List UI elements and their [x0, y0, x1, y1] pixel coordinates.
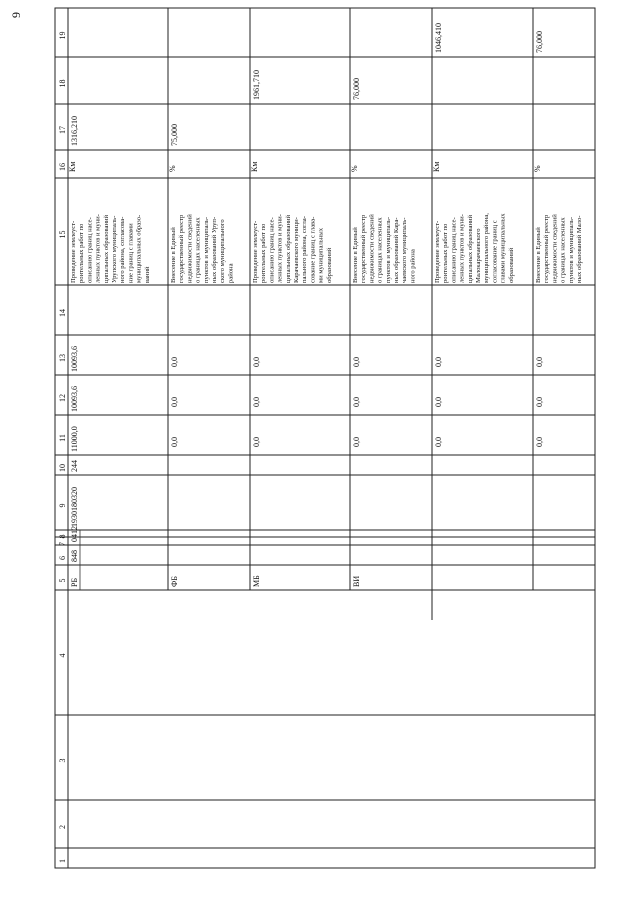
- column-number: 2: [58, 825, 67, 829]
- column-number: 18: [58, 79, 67, 88]
- column-number: 17: [58, 126, 67, 134]
- indicator-line: сование границ с глава-: [309, 216, 317, 283]
- value-cell: 0,0: [535, 437, 544, 447]
- page-number: 9: [9, 12, 23, 18]
- indicator-line: района: [227, 263, 235, 283]
- unit-cell: Км: [250, 161, 259, 172]
- value-cell: 0,0: [252, 357, 261, 367]
- indicator-line: о границах населенных: [376, 217, 384, 283]
- indicator-line: Проведение землеуст-: [252, 220, 259, 283]
- value-cell: 0,0: [434, 397, 443, 407]
- source-cell: МБ: [252, 575, 261, 587]
- sum-2-cell: 10093,6: [70, 386, 79, 412]
- indicator-line: описанию границ насе-: [268, 217, 276, 283]
- value-cell: 0,0: [352, 357, 361, 367]
- indicator-line: ципальных образований: [102, 214, 110, 283]
- column-number: 6: [58, 556, 67, 560]
- indicator-line: Проведение землеуст-: [434, 220, 441, 283]
- indicator-line: Внесение в Единый: [352, 227, 359, 283]
- unit-cell: %: [533, 165, 542, 172]
- unit-cell: Км: [432, 161, 441, 172]
- column-number: 10: [58, 464, 67, 472]
- indicator-line: ми муниципальных: [317, 227, 325, 283]
- unit-cell: Км: [68, 161, 77, 172]
- indicator-line: ных образований Уруп-: [211, 216, 218, 283]
- indicator-line: роительных работ по: [260, 223, 268, 283]
- column-number: 15: [58, 230, 67, 239]
- indicator-line: Внесение в Единый: [535, 227, 542, 283]
- indicator-line: ленных пунктов и муни-: [276, 214, 284, 283]
- value-cell: 0,0: [170, 357, 179, 367]
- value-cell: 1961,710: [252, 70, 261, 100]
- indicator-line: Урупского муниципаль-: [111, 215, 118, 283]
- indicator-line: ного района, согласова-: [119, 216, 127, 283]
- indicator-line: ных образований Кара-: [393, 217, 400, 283]
- indicator-line: ваний: [143, 266, 151, 283]
- indicator-line: пунктов и муниципаль-: [202, 216, 210, 283]
- indicator-line: Малокарачаевского: [475, 228, 482, 283]
- value-cell: 75,000: [170, 124, 179, 146]
- indicator-line: государственный реестр: [543, 214, 551, 283]
- indicator-line: ных образований Мало-: [576, 215, 583, 283]
- indicator-line: роительных работ по: [78, 223, 86, 283]
- indicator-line: пунктов и муниципаль-: [567, 216, 575, 283]
- indicator-line: главами муниципальных: [499, 213, 507, 283]
- indicator-line: о границах населенных: [559, 217, 567, 283]
- value-cell: 0,0: [252, 437, 261, 447]
- column-number: 7: [58, 542, 67, 546]
- indicator-line: муниципальных образо-: [135, 214, 143, 283]
- pr-cell: 12: [70, 526, 79, 534]
- value-cell: 0,0: [252, 397, 261, 407]
- indicator-line: недвижимости сведений: [186, 214, 194, 283]
- indicator-line: недвижимости сведений: [368, 214, 376, 283]
- value-cell: 1046,410: [434, 23, 443, 53]
- table-border: [55, 8, 595, 868]
- indicator-line: образований: [325, 247, 333, 283]
- indicator-line: Внесение в Единый: [170, 227, 177, 283]
- indicator-line: ципальных образований: [284, 214, 292, 283]
- indicator-line: ного района: [409, 249, 417, 283]
- indicator-line: описанию границ насе-: [450, 217, 458, 283]
- rz-cell: 04: [70, 534, 79, 542]
- value-cell: 0,0: [535, 397, 544, 407]
- value-cell: 0,0: [434, 437, 443, 447]
- indicator-line: пунктов и муниципаль-: [384, 216, 392, 283]
- column-number: 11: [58, 434, 67, 442]
- value-cell: 0,0: [352, 437, 361, 447]
- csr-cell: 1930180320: [70, 487, 79, 527]
- sum-3-cell: 10093,6: [70, 346, 79, 372]
- column-number: 4: [58, 653, 67, 658]
- indicator-line: ципальных образований: [466, 214, 474, 283]
- indicator-line: государственный реестр: [178, 214, 186, 283]
- source-cell: ФБ: [170, 576, 179, 587]
- column-number: 12: [58, 394, 67, 402]
- column-number: 8: [58, 534, 67, 539]
- indicator-line: муниципального района,: [483, 213, 491, 283]
- indicator-line: Карачаевского муници-: [293, 217, 300, 283]
- indicator-line: согласование границ с: [491, 220, 499, 283]
- indicator-line: роительных работ по: [442, 223, 450, 283]
- column-number: 14: [58, 309, 67, 317]
- value-cell: 1316,210: [70, 116, 79, 146]
- source-cell: РБ: [70, 577, 79, 587]
- unit-cell: %: [168, 165, 177, 172]
- indicator-line: описанию границ насе-: [86, 217, 94, 283]
- value-cell: 0,0: [434, 357, 443, 367]
- indicator-line: Проведение землеуст-: [70, 220, 77, 283]
- column-number: 5: [58, 578, 67, 583]
- indicator-line: недвижимости сведений: [551, 214, 559, 283]
- indicator-line: чаевского муниципаль-: [401, 217, 409, 283]
- column-number: 3: [58, 758, 67, 763]
- grbs-cell: 848: [70, 550, 79, 562]
- indicator-line: о границах населенных: [194, 217, 202, 283]
- column-number: 13: [58, 354, 67, 362]
- column-number: 19: [58, 31, 67, 40]
- value-cell: 0,0: [170, 437, 179, 447]
- indicator-line: пального района, согла-: [301, 216, 309, 283]
- value-cell: 76,000: [535, 31, 544, 53]
- column-number: 1: [58, 859, 67, 863]
- sum-1-cell: 11000,0: [70, 426, 79, 452]
- source-cell: ВИ: [352, 575, 361, 587]
- indicator-line: ленных пунктов и муни-: [94, 214, 102, 283]
- indicator-line: ского муниципального: [219, 219, 227, 283]
- indicator-line: ние границ с главами: [127, 223, 135, 283]
- indicator-line: государственный реестр: [360, 214, 368, 283]
- value-cell: 0,0: [535, 357, 544, 367]
- indicator-line: ленных пунктов и муни-: [458, 214, 466, 283]
- value-cell: 0,0: [170, 397, 179, 407]
- column-number: 16: [58, 163, 67, 171]
- value-cell: 0,0: [352, 397, 361, 407]
- vr-cell: 244: [70, 460, 79, 472]
- unit-cell: %: [350, 165, 359, 172]
- value-cell: 76,000: [352, 78, 361, 100]
- indicator-line: образований: [507, 247, 515, 283]
- column-number: 9: [58, 503, 67, 508]
